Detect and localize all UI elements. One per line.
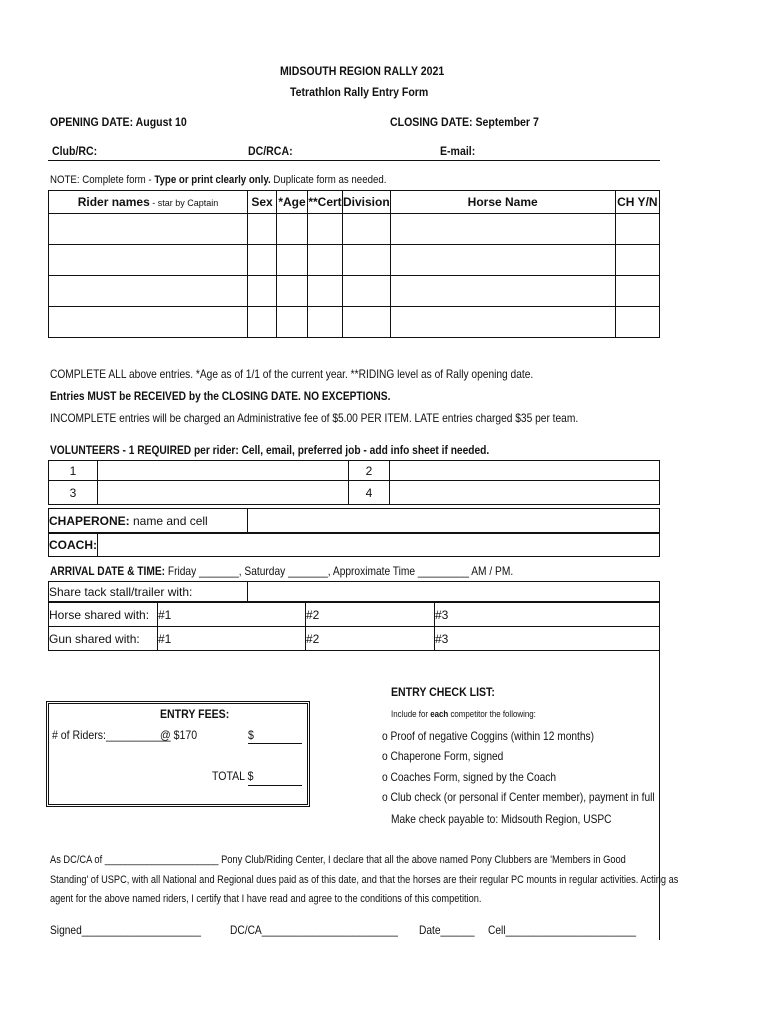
- share-tack-label: Share tack stall/trailer with:: [49, 582, 248, 602]
- include-bold: each: [430, 709, 449, 719]
- note-suffix: Duplicate form as needed.: [270, 174, 387, 186]
- checklist-item[interactable]: o Coaches Form, signed by the Coach: [382, 770, 557, 784]
- col-sex: Sex: [248, 191, 277, 214]
- check-payable: Make check payable to: Midsouth Region, USPC: [391, 812, 612, 826]
- col-age: *Age: [277, 191, 308, 214]
- arrival-rest: Friday _______, Saturday _______, Approximate Time _________ AM / PM.: [165, 564, 514, 578]
- volunteers-table: [48, 460, 660, 505]
- fee-dollar-sign: $: [248, 728, 254, 742]
- horse-shared-label: Horse shared with:: [49, 603, 158, 627]
- checklist-item[interactable]: o Chaperone Form, signed: [382, 749, 504, 763]
- col-cert: **Cert: [308, 191, 343, 214]
- volunteer-num-4: 4: [349, 481, 390, 505]
- entry-fees-heading: ENTRY FEES:: [160, 707, 230, 721]
- instructions-line3: INCOMPLETE entries will be charged an Administrative fee of $5.00 PER ITEM. LATE entries charged $35 per team.: [50, 411, 579, 425]
- coach-table: [48, 533, 660, 557]
- volunteer-field-3[interactable]: [98, 481, 349, 505]
- horse-shared-2[interactable]: #2: [306, 603, 435, 627]
- col-rider-names: [49, 191, 248, 214]
- email-label: E-mail:: [440, 144, 476, 158]
- rider-cell[interactable]: [49, 276, 248, 307]
- volunteer-num-1: 1: [49, 461, 98, 481]
- right-margin-rule: [659, 650, 660, 940]
- date-field[interactable]: Date______: [419, 923, 475, 937]
- rider-cell[interactable]: [49, 245, 248, 276]
- form-title: MIDSOUTH REGION RALLY 2021: [280, 64, 445, 78]
- coach-field[interactable]: [98, 534, 660, 557]
- arrival-bold: ARRIVAL DATE & TIME:: [50, 564, 166, 578]
- gun-shared-3[interactable]: #3: [435, 627, 660, 651]
- share-tack-field[interactable]: [248, 582, 660, 602]
- gun-shared-2[interactable]: #2: [306, 627, 435, 651]
- arrival-line: [50, 564, 513, 578]
- checklist-heading: ENTRY CHECK LIST:: [391, 685, 495, 699]
- col-rider-label: Rider names: [77, 195, 150, 209]
- volunteer-num-2: 2: [349, 461, 390, 481]
- note-bold: Type or print clearly only.: [154, 174, 271, 186]
- rider-row: [49, 214, 660, 245]
- horse-shared-1[interactable]: #1: [158, 603, 306, 627]
- fee-per-rider: @ $170: [160, 728, 198, 742]
- col-ch-yn: CH Y/N: [615, 191, 659, 214]
- closing-date: CLOSING DATE: September 7: [390, 115, 539, 129]
- opening-date: OPENING DATE: August 10: [50, 115, 187, 129]
- cell-field[interactable]: Cell_______________________: [488, 923, 637, 937]
- volunteers-heading: VOLUNTEERS - 1 REQUIRED per rider: Cell, email, preferred job - add info sheet if needed.: [50, 443, 490, 457]
- instructions-line1: COMPLETE ALL above entries. *Age as of 1/1 of the current year. **RIDING level as of Rally opening date.: [50, 367, 534, 381]
- rider-row: [49, 245, 660, 276]
- dcca-field[interactable]: DC/CA________________________: [230, 923, 398, 937]
- club-label: Club/RC:: [52, 144, 98, 158]
- horse-shared-3[interactable]: #3: [435, 603, 660, 627]
- volunteer-field-1[interactable]: [98, 461, 349, 481]
- shared-table: [48, 602, 660, 651]
- fee-total-rule[interactable]: [248, 785, 302, 786]
- volunteer-field-2[interactable]: [390, 461, 660, 481]
- gun-shared-1[interactable]: #1: [158, 627, 306, 651]
- volunteer-field-4[interactable]: [390, 481, 660, 505]
- share-tack-table: [48, 581, 660, 602]
- checklist-item[interactable]: o Club check (or personal if Center member), payment in full: [382, 790, 655, 804]
- form-note: [50, 174, 386, 186]
- chaperone-bold: CHAPERONE:: [49, 513, 130, 528]
- checklist-include: [391, 709, 536, 719]
- include-post: competitor the following:: [448, 709, 536, 719]
- dcrca-label: DC/RCA:: [248, 144, 293, 158]
- form-subtitle: Tetrathlon Rally Entry Form: [290, 85, 429, 99]
- rider-cell[interactable]: [49, 307, 248, 338]
- col-horse-name: Horse Name: [390, 191, 615, 214]
- declaration-line3: agent for the above named riders, I certify that I have read and agree to the conditions of this competition.: [50, 893, 482, 905]
- coach-label: COACH:: [49, 534, 98, 557]
- chaperone-label: [49, 509, 248, 533]
- chaperone-rest: name and cell: [129, 513, 208, 528]
- number-of-riders[interactable]: # of Riders:___________: [52, 728, 171, 742]
- volunteer-num-3: 3: [49, 481, 98, 505]
- checklist-item[interactable]: o Proof of negative Coggins (within 12 months): [382, 729, 595, 743]
- signed-field[interactable]: Signed_____________________: [50, 923, 201, 937]
- rider-table: [48, 190, 660, 338]
- header-rule: [48, 160, 660, 161]
- declaration-line1: As DC/CA of ______________________ Pony Club/Riding Center, I declare that all the above named Pony Clubbers are 'Members in Good: [50, 854, 626, 866]
- rider-row: [49, 276, 660, 307]
- fee-total-label: TOTAL $: [212, 769, 254, 783]
- declaration-line2: Standing' of USPC, with all National and Regional dues paid as of this date, and that the horses are their regular PC mounts in regular activities. Acting as: [50, 874, 679, 886]
- instructions-line2: Entries MUST be RECEIVED by the CLOSING DATE. NO EXCEPTIONS.: [50, 389, 391, 403]
- col-rider-sub: - star by Captain: [149, 198, 219, 208]
- rider-row: [49, 307, 660, 338]
- note-prefix: NOTE: Complete form -: [50, 174, 155, 186]
- include-pre: Include for: [391, 709, 431, 719]
- chaperone-coach-table: [48, 508, 660, 533]
- gun-shared-label: Gun shared with:: [49, 627, 158, 651]
- fee-amount-rule[interactable]: [248, 743, 302, 744]
- chaperone-field[interactable]: [248, 509, 660, 533]
- rider-cell[interactable]: [49, 214, 248, 245]
- col-division: Division: [343, 191, 391, 214]
